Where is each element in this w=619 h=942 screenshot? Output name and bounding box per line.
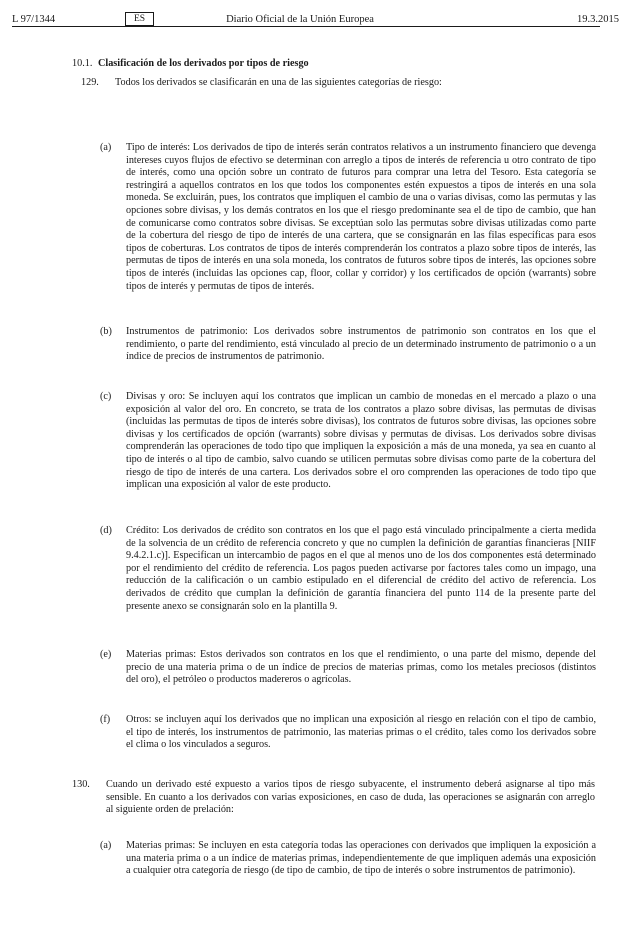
item-text: Instrumentos de patrimonio: Los derivados sobre instrumentos de patrimonio son contratos en los que el rendimiento, o parte del rendimiento, está vinculado al precio de un determinado instrumento de patrimonio o a un índice de precios de instrumentos de patrimonio.	[126, 326, 596, 363]
paragraph-text: Todos los derivados se clasificarán en una de las siguientes categorías de riesgo:	[115, 77, 442, 88]
header-rule	[12, 26, 600, 27]
paragraph-number: 130.	[72, 779, 90, 790]
section-title: Clasificación de los derivados por tipos de riesgo	[98, 58, 309, 69]
paragraph-130	[72, 779, 595, 817]
item-label: (a)	[100, 142, 112, 153]
list-item-f	[100, 714, 596, 752]
item-text: Materias primas: Se incluyen en esta categoría todas las operaciones con derivados que impliquen la exposición a una materia prima o a un índice de materias primas, independientemente de que impliquen además una exposición a cualquier otra categoría de riesgo (de tipo de cambio, de tipo de interés o sobre instrumentos de patrimonio).	[126, 840, 596, 877]
item-label: (a)	[100, 840, 112, 851]
paragraph-text: Cuando un derivado esté expuesto a varios tipos de riesgo subyacente, el instrumento deberá asignarse al tipo más sensible. En cuanto a los derivados con varias exposiciones, en caso de duda, las operaciones se asignarán con arreglo al siguiente orden de prelación:	[106, 779, 595, 816]
list-item-d	[100, 525, 596, 613]
item-label: (c)	[100, 391, 112, 402]
paragraph-129	[81, 77, 595, 90]
list-item-b	[100, 326, 596, 364]
item-text: Otros: se incluyen aquí los derivados que no implican una exposición al riesgo en relación con el tipo de cambio, el tipo de interés, los instrumentos de patrimonio, las materias primas o el crédito, tales como los derivados sobre el clima o los vinculados a seguros.	[126, 714, 596, 751]
section-number: 10.1.	[72, 58, 93, 69]
page-header	[0, 8, 619, 28]
journal-title: Diario Oficial de la Unión Europea	[226, 14, 374, 25]
list-item-e	[100, 649, 596, 687]
journal-reference: L 97/1344	[12, 14, 56, 25]
list-item-c	[100, 391, 596, 492]
item-text: Divisas y oro: Se incluyen aquí los contratos que implican un cambio de monedas en el mercado a plazo o una exposición al valor del oro. En concreto, se trata de los contratos a plazo sobre divisas, las permutas de divisas (incluidas las permutas de tipos de interés sobre divisas), los contratos de futuros sobre divisas, las opciones sobre divisas y los certificados de opción (warrants) sobre divisas y permutas de divisas. Los derivados sobre divisas comprenderán las operaciones de todo tipo que impliquen la exposición a más de una moneda, ya sea en cuanto al tipo de interés o al tipo de cambio, salvo cuando se utilicen permutas sobre divisas como parte de la cobertura del riesgo de tipo de interés de una cartera. Los derivados sobre el oro comprenden las operaciones de todo tipo que implican una exposición al valor de este producto.	[126, 391, 596, 491]
item-text: Materias primas: Estos derivados son contratos en los que el rendimiento, o una parte del mismo, depende del precio de una materia prima o de un índice de precios de materias primas, como los metales preciosos (distintos del oro), el petróleo o productos madereros o agrícolas.	[126, 649, 596, 686]
item-text: Tipo de interés: Los derivados de tipo de interés serán contratos relativos a un instrumento financiero que devenga intereses cuyos flujos de efectivo se determinan con arreglo a tipos de interés de referencia u otro contrato de tipo de interés, como una opción sobre un contrato de futuros para comprar una letra del Tesoro. Esta categoría se restringirá a aquellos contratos en los que todos los componentes estén expuestos a tipos de interés en una sola moneda. Se excluirán, pues, los contratos que impliquen el cambio de una o varias divisas, como las permutas y las opciones sobre divisas, y los demás contratos en los que el riesgo predominante sea el de tipo de cambio, que han de comunicarse como contratos sobre divisas. Se exceptúan solo las permutas sobre divisas utilizadas como parte de la cobertura del riesgo de tipo de interés de una cartera, que se consignarán en las filas específicas para esos tipos de coberturas. Los contratos de tipos de interés comprenderán los contratos a plazo sobre tipos de interés, las permutas de tipos de interés en una sola moneda, los contratos de futuros sobre tipos de interés, las opciones sobre tipos de interés (incluidas las opciones cap, floor, collar y corridor) y los certificados de opción (warrants) sobre tipos de interés y permutas de tipos de interés.	[126, 142, 596, 292]
section-heading	[72, 58, 309, 69]
item-text: Crédito: Los derivados de crédito son contratos en los que el pago está vinculado principalmente a cierta medida de la solvencia de un crédito de referencia concreto y que no cumplen la definición de garantías financieras [NIIF 9.4.2.1.c)]. Especifican un intercambio de pagos en el que al menos uno de los dos componentes está determinado por el rendimiento del crédito de referencia. Los pagos pueden activarse por factores tales como un impago, una reducción de la calificación o un cambio estipulado en el diferencial de crédito del activo de referencia. Los derivados de crédito que cumplan la definición de garantía financiera del punto 114 de la presente parte del presente anexo se consignarán solo en la plantilla 9.	[126, 525, 596, 612]
publication-date: 19.3.2015	[577, 14, 619, 25]
list-item-a	[100, 840, 596, 878]
list-item-a	[100, 142, 596, 293]
item-label: (e)	[100, 649, 112, 660]
language-badge: ES	[125, 12, 154, 26]
paragraph-number: 129.	[81, 77, 99, 88]
item-label: (d)	[100, 525, 112, 536]
item-label: (b)	[100, 326, 112, 337]
item-label: (f)	[100, 714, 111, 725]
